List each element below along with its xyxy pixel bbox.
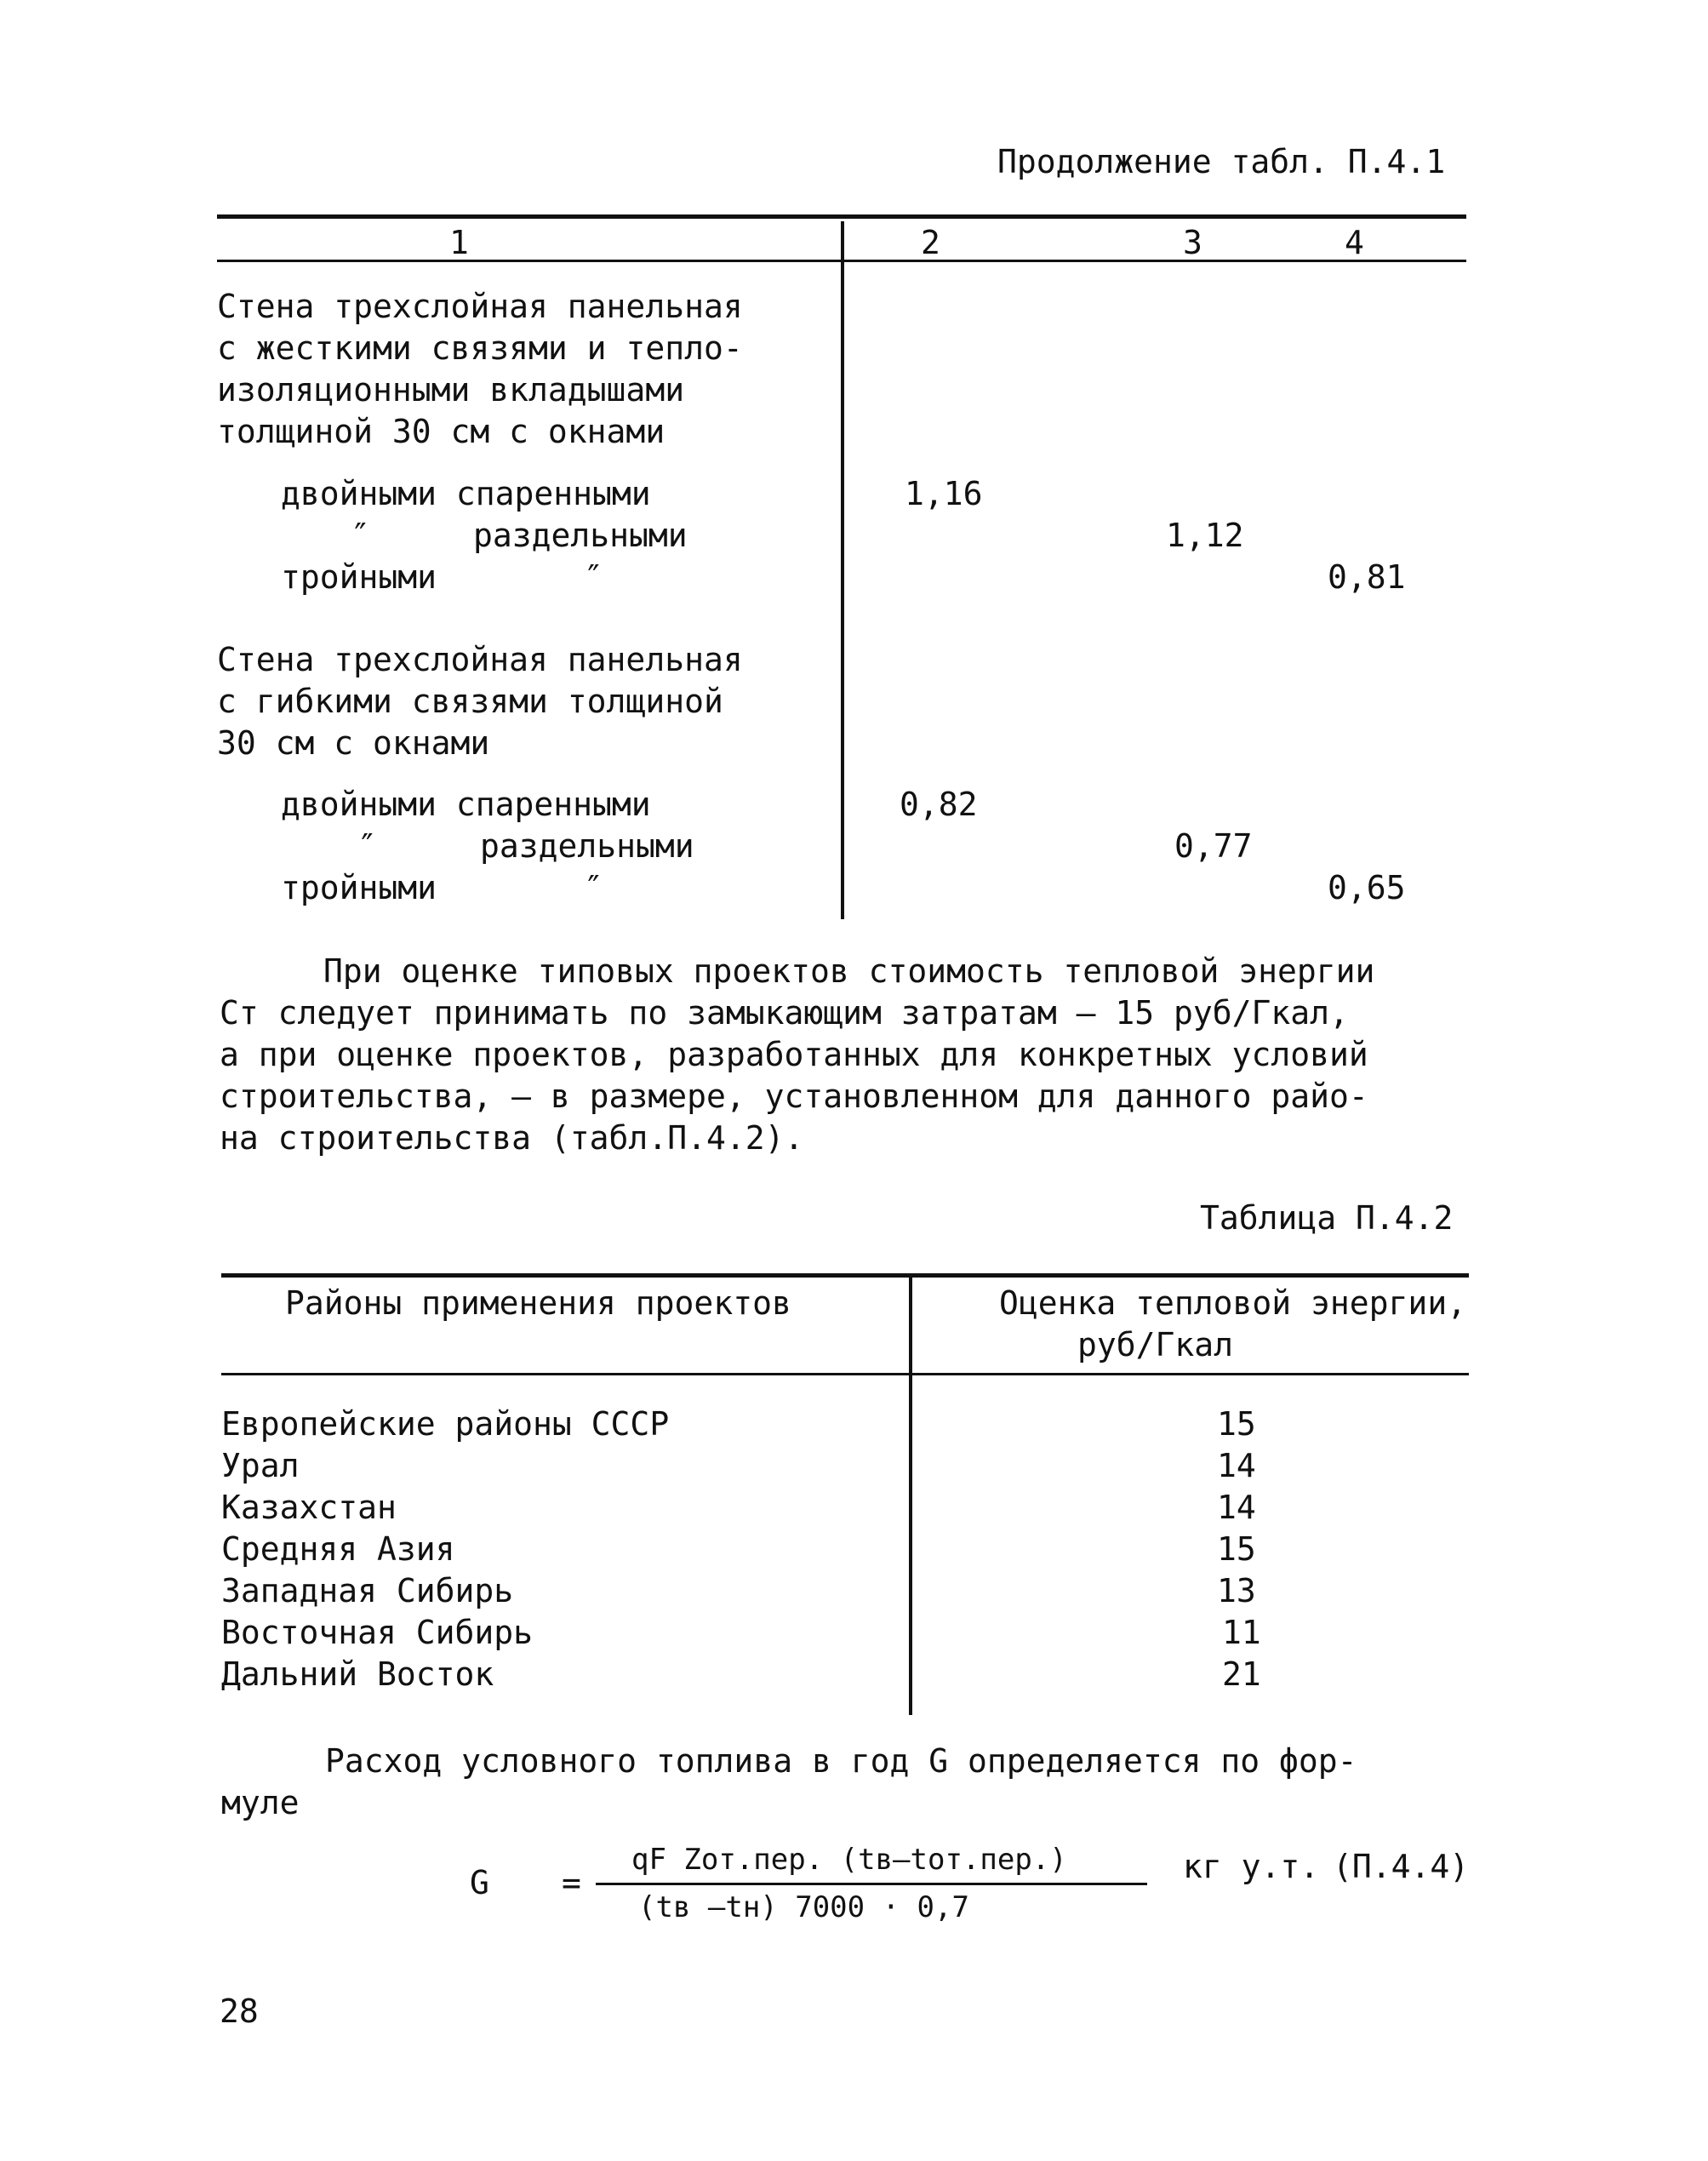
group1-row-label: раздельными: [473, 517, 688, 554]
group2-row-value: 0,65: [1328, 869, 1406, 906]
table1-top-rule: [217, 214, 1466, 219]
group2-row-value: 0,82: [900, 786, 978, 823]
table2-row-region: Урал: [221, 1447, 300, 1484]
table2-row-value: 14: [1217, 1489, 1256, 1526]
table2-row-region: Средняя Азия: [221, 1530, 455, 1568]
table2-row-value: 21: [1222, 1655, 1261, 1693]
group1-title-line: изоляционными вкладышами: [217, 371, 685, 409]
table2-column-divider: [909, 1277, 912, 1715]
table2-row-value: 15: [1217, 1405, 1256, 1443]
formula-denominator: (tв –tн) 7000 · 0,7: [638, 1890, 969, 1924]
formula-lhs: G: [470, 1864, 489, 1901]
group2-title-line: с гибкими связями толщиной: [217, 683, 723, 720]
table2-header-estimate: Оценка тепловой энергии,: [999, 1284, 1467, 1322]
formula-fraction-bar: [596, 1883, 1147, 1885]
group2-title-line: 30 см с окнами: [217, 724, 490, 762]
group2-row-value: 0,77: [1174, 827, 1253, 865]
table2-row-region: Восточная Сибирь: [221, 1614, 534, 1651]
group2-row-label: раздельными: [480, 827, 694, 865]
paragraph1-line: Ст следует принимать по замыкающим затратам – 15 руб/Гкал,: [220, 994, 1349, 1032]
group2-row-ditto: ″: [584, 869, 603, 906]
page-number: 28: [220, 1992, 259, 2030]
table1-caption: Продолжение табл. П.4.1: [997, 143, 1446, 180]
group1-title-line: с жесткими связями и тепло-: [217, 329, 743, 367]
formula-numerator: qF Zот.пер. (tв–tот.пер.): [631, 1843, 1067, 1877]
table1-header-col2: 2: [921, 224, 940, 261]
table1-header-col4: 4: [1345, 224, 1364, 261]
table2-row-value: 13: [1217, 1572, 1256, 1609]
table2-row-value: 11: [1222, 1614, 1261, 1651]
group1-row-value: 1,12: [1166, 517, 1244, 554]
table2-row-region: Казахстан: [221, 1489, 397, 1526]
group1-row-ditto: ″: [351, 517, 370, 554]
group1-row-label: тройными: [281, 558, 437, 596]
table2-row-region: Дальний Восток: [221, 1655, 494, 1693]
formula-label: (П.4.4): [1333, 1848, 1470, 1885]
group1-title-line: Стена трехслойная панельная: [217, 288, 743, 325]
table1-header-col3: 3: [1183, 224, 1202, 261]
paragraph1-line: на строительства (табл.П.4.2).: [220, 1119, 804, 1157]
table1-column-divider: [841, 221, 844, 919]
paragraph1-line: При оценке типовых проектов стоимость тепловой энергии: [323, 952, 1375, 990]
table2-top-rule: [221, 1273, 1469, 1278]
group1-row-value: 0,81: [1328, 558, 1406, 596]
table2-header-unit: руб/Гкал: [1077, 1326, 1234, 1363]
group1-row-label: двойными спаренными: [281, 475, 651, 512]
formula-unit: кг у.т.: [1183, 1848, 1320, 1885]
table2-header-rule: [221, 1373, 1469, 1375]
table2-row-value: 14: [1217, 1447, 1256, 1484]
group1-row-value: 1,16: [905, 475, 983, 512]
group2-title-line: Стена трехслойная панельная: [217, 641, 743, 678]
group1-row-ditto: ″: [584, 558, 603, 596]
table2-row-region: Европейские районы СССР: [221, 1405, 670, 1443]
table1-header-col1: 1: [449, 224, 469, 261]
paragraph1-line: строительства, – в размере, установленном для данного райо-: [220, 1078, 1368, 1115]
formula-equals: =: [562, 1864, 581, 1901]
group2-row-label: тройными: [281, 869, 437, 906]
paragraph1-line: а при оценке проектов, разработанных для конкретных условий: [220, 1036, 1368, 1073]
group2-row-ditto: ″: [357, 827, 377, 865]
table2-caption: Таблица П.4.2: [1200, 1199, 1454, 1237]
table2-row-value: 15: [1217, 1530, 1256, 1568]
table2-header-regions: Районы применения проектов: [285, 1284, 791, 1322]
table2-row-region: Западная Сибирь: [221, 1572, 514, 1609]
group1-title-line: толщиной 30 см с окнами: [217, 413, 665, 450]
group2-row-label: двойными спаренными: [281, 786, 651, 823]
paragraph2-line: Расход условного топлива в год G определяется по фор-: [325, 1742, 1357, 1780]
paragraph2-line: муле: [221, 1784, 300, 1821]
